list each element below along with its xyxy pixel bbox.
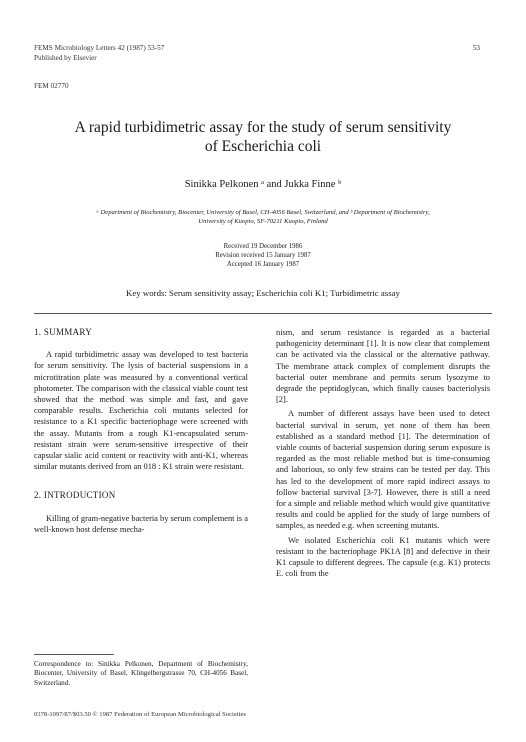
journal-citation: FEMS Microbiology Letters 42 (1987) 53-57 <box>34 44 165 52</box>
title-line-1: A rapid turbidimetric assay for the study of serum sensitivity <box>74 119 452 136</box>
copyright-line: 0378-1097/87/$03.50 © 1987 Federation of European Microbiological Societies <box>34 711 246 718</box>
summary-paragraph: A rapid turbidimetric assay was developed to test bacteria for serum sensitivity. The lysis of bacterial suspensions in a microtitration plate was measured by a conventional vertical photometer. The comparison with the classical viable count test showed that the method was simple and fast, and gave comparable results. Escherichia coli mutants selected for resistance to a K1 specific bacteriophage were screened with the assay. Mutants from a rough K1-encapsulated serum-resistant strain were serum-sensitive irrespective of their capsular sialic acid content or reactivity with anti-K1, whereas similar mutants derived from an 018 : K1 strain were resistant. <box>34 350 248 472</box>
keywords: Key words: Serum sensitivity assay; Escherichia coli K1; Turbidimetric assay <box>126 288 400 298</box>
introduction-paragraph: Killing of gram-negative bacteria by serum complement is a well-known host defense mecha- <box>34 513 248 534</box>
divider <box>34 313 492 314</box>
author-list: Sinikka Pelkonen ᵃ and Jukka Finne ᵇ <box>184 179 342 190</box>
revision-date: Revision received 15 January 1987 <box>215 252 311 259</box>
page-number: 53 <box>472 44 480 52</box>
summary-heading: 1. SUMMARY <box>34 327 93 337</box>
title-line-2: of Escherichia coli <box>204 138 322 155</box>
correspondence-footnote: Correspondence to: Sinikka Pelkonen, Department of Biochemistry, Biocenter, University of Basel, Klingelbergstrasse 70, CH-4056 Basel, Switzerland. <box>34 660 248 687</box>
body-paragraph-3: We isolated Escherichia coli K1 mutants which were resistant to the bacteriophage PK1A [8] and defective in their K1 capsule to different degrees. The capsule (e.g. K1) protects E. coli from the <box>276 535 490 579</box>
left-column <box>34 327 248 535</box>
article-code: FEM 02770 <box>34 82 69 90</box>
article-title <box>40 118 486 156</box>
affiliation-line-1: ᵃ Department of Biochemistry, Biocenter, University of Basel, CH-4056 Basel, Switzerland, and ᵇ Department of Biochemistry, <box>96 209 430 216</box>
body-paragraph-1: nism, and serum resistance is regarded as a bacterial pathogenicity determinant [1]. It is now clear that complement can be activated via the classical or the alternative pathway. The membrane attack complex of complement disrupts the bacterial outer membrane and permits serum lysozyme to degrade the peptidoglycan, which finally causes bacteriolysis [2]. <box>276 328 490 405</box>
right-column <box>276 327 490 579</box>
publisher-line: Published by Elsevier <box>34 54 97 62</box>
affiliation-line-2: University of Kuopio, SF-70211 Kuopio, Finland <box>198 218 328 225</box>
received-date: Received 19 December 1986 <box>223 243 303 250</box>
footnote-divider <box>34 654 114 655</box>
body-paragraph-2: A number of different assays have been used to detect bacterial survival in serum, yet none of them has been established as a standard method [1]. The determination of viable counts of bacterial suspension during serum exposure is regarded as the most reliable method but is time-consuming and laborious, so only few strains can be tested per day. This has led to the development of more rapid indirect assays to follow bacterial survival [3-7]. However, there is still a need for a simple and reliable method which would give quantitative results and could be applied for the study of large numbers of samples, as needed e.g. when screening mutants. <box>276 409 490 531</box>
received-dates <box>40 242 486 269</box>
introduction-heading: 2. INTRODUCTION <box>34 490 116 501</box>
affiliations <box>50 208 476 226</box>
accepted-date: Accepted 16 January 1987 <box>226 261 300 268</box>
